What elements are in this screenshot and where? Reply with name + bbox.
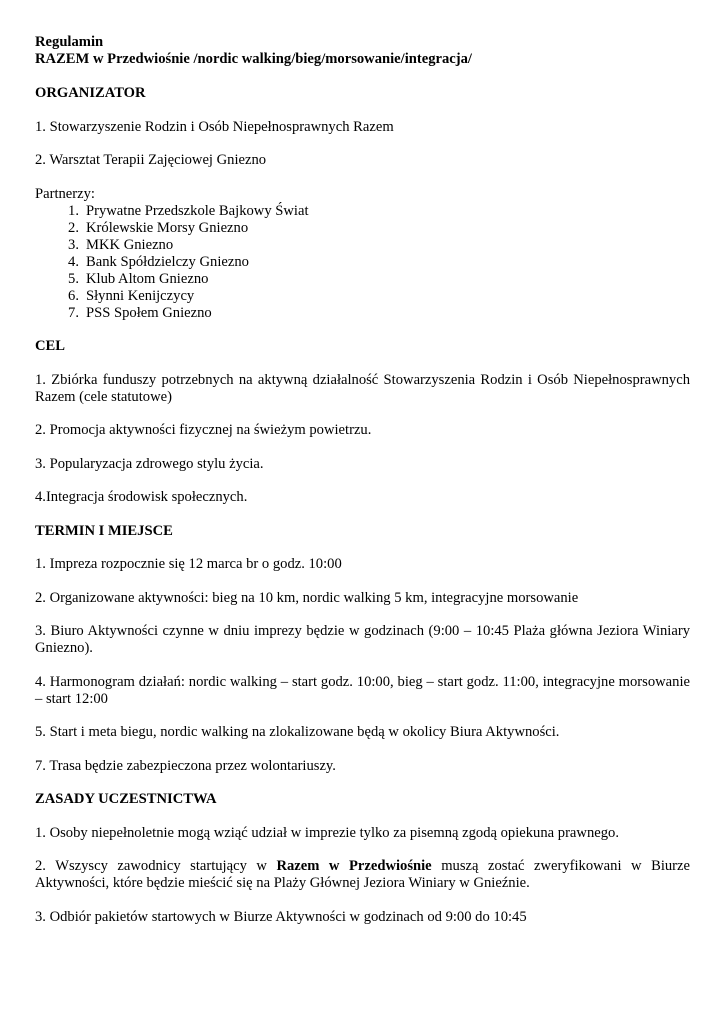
schedule-item-5: 5. Start i meta biegu, nordic walking na zlokalizowane będą w okolicy Biura Aktywności. [35, 724, 560, 740]
title-line-2: RAZEM w Przedwiośnie /nordic walking/bieg/morsowanie/integracja/ [35, 51, 472, 67]
schedule-item-3: 3. Biuro Aktywności czynne w dniu imprezy będzie w godzinach (9:00 – 10:45 Plaża główna Jeziora Winiary Gniezno). [35, 623, 690, 656]
partner-item: 2. Królewskie Morsy Gniezno [68, 220, 249, 236]
goal-item-2: 2. Promocja aktywności fizycznej na świeżym powietrzu. [35, 422, 372, 438]
rules-item-1: 1. Osoby niepełnoletnie mogą wziąć udział w imprezie tylko za pisemną zgodą opiekuna prawnego. [35, 825, 619, 841]
rules-item-2: 2. Wszyscy zawodnicy startujący w Razem w Przedwiośnie muszą zostać zweryfikowani w Biurze Aktywności, które będzie mieścić się na Plaży Głównej Jeziora Winiary w Gnieźnie. [35, 858, 690, 891]
goal-item-4: 4.Integracja środowisk społecznych. [35, 489, 248, 505]
rules-heading: ZASADY UCZESTNICTWA [35, 791, 217, 807]
event-name-bold: Razem w Przedwiośnie [276, 858, 432, 874]
goal-item-3: 3. Popularyzacja zdrowego stylu życia. [35, 456, 264, 472]
goal-item-1: 1. Zbiórka funduszy potrzebnych na aktywną działalność Stowarzyszenia Rodzin i Osób Niepełnosprawnych Razem (cele statutowe) [35, 372, 690, 405]
partner-item: 4. Bank Spółdzielczy Gniezno [68, 254, 249, 270]
partner-item: 3. MKK Gniezno [68, 237, 174, 253]
partner-item: 1. Prywatne Przedszkole Bajkowy Świat [68, 203, 309, 219]
schedule-item-7: 7. Trasa będzie zabezpieczona przez wolontariuszy. [35, 758, 336, 774]
organizer-heading: ORGANIZATOR [35, 85, 146, 101]
rules-item-3: 3. Odbiór pakietów startowych w Biurze Aktywności w godzinach od 9:00 do 10:45 [35, 909, 527, 925]
partner-item: 5. Klub Altom Gniezno [68, 271, 209, 287]
organizer-item-2: 2. Warsztat Terapii Zajęciowej Gniezno [35, 152, 267, 168]
document-title [35, 34, 690, 68]
goal-heading: CEL [35, 338, 66, 354]
schedule-item-2: 2. Organizowane aktywności: bieg na 10 km, nordic walking 5 km, integracyjne morsowanie [35, 590, 579, 606]
partners-list [35, 203, 690, 322]
schedule-heading: TERMIN I MIEJSCE [35, 523, 173, 539]
partners-label: Partnerzy: [35, 186, 95, 202]
partner-item: 6. Słynni Kenijczycy [68, 288, 195, 304]
schedule-item-4: 4. Harmonogram działań: nordic walking – start godz. 10:00, bieg – start godz. 11:00, integracyjne morsowanie – start 12:00 [35, 674, 690, 707]
partner-item: 7. PSS Społem Gniezno [68, 305, 212, 321]
schedule-item-1: 1. Impreza rozpocznie się 12 marca br o godz. 10:00 [35, 556, 342, 572]
document-page [35, 34, 690, 926]
organizer-item-1: 1. Stowarzyszenie Rodzin i Osób Niepełnosprawnych Razem [35, 119, 394, 135]
title-line-1: Regulamin [35, 34, 104, 50]
